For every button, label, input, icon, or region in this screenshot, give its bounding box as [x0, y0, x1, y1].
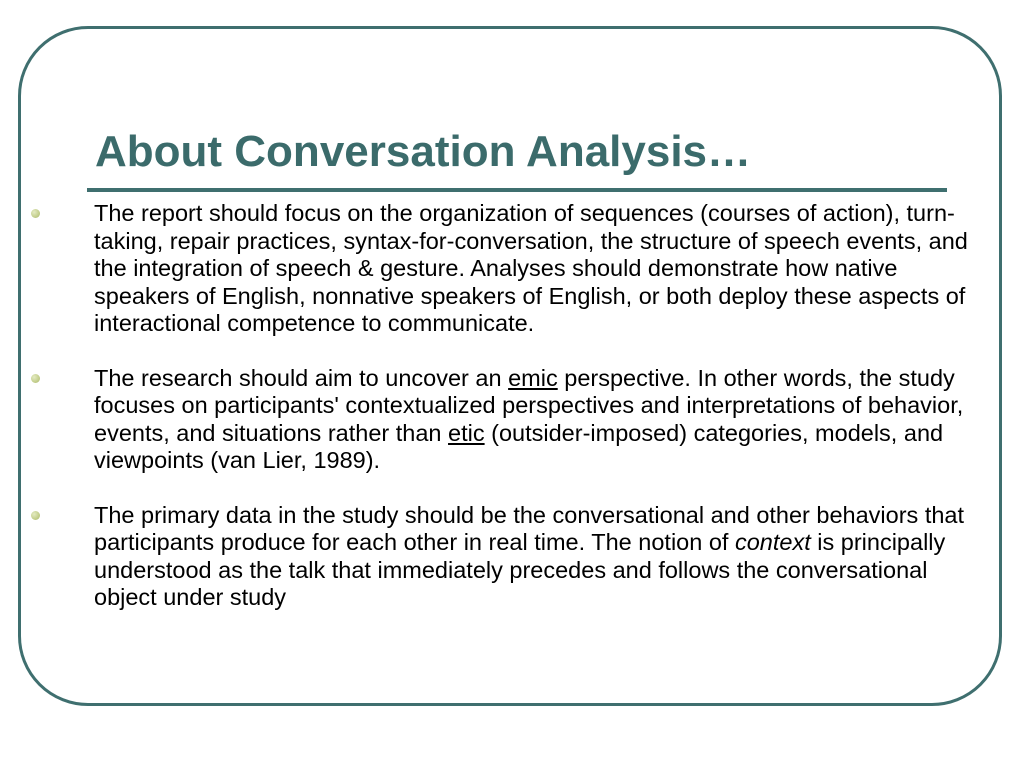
context-term: context — [734, 529, 811, 555]
etic-term: etic — [448, 419, 485, 446]
bullet-text-part: (outsider-imposed) categories, models, and viewpoints (van Lier, 1989). — [94, 419, 944, 473]
bullet-item-data — [26, 502, 976, 612]
bullet-list — [26, 200, 976, 639]
title-underline-rule — [87, 188, 947, 192]
bullet-dot-icon — [31, 511, 40, 520]
emic-term: emic — [508, 364, 558, 391]
bullet-item-emic — [26, 365, 976, 475]
bullet-dot-icon — [31, 209, 40, 218]
bullet-text: The report should focus on the organization of sequences (courses of action), turn-taking, repair practices, syntax-for-conversation, the structure of speech events, and the integration of speech & gesture. Analyses should demonstrate how native speakers of English, nonnative speakers of English, or both deploy these aspects of interactional competence to communicate. — [94, 200, 968, 336]
bullet-text-part: is principally understood as the talk that immediately precedes and follows the conversational object under study — [94, 529, 946, 610]
bullet-dot-icon — [31, 374, 40, 383]
slide-title: About Conversation Analysis… — [95, 127, 752, 176]
bullet-text-part: perspective. In other words, the study focuses on participants' contextualized perspectives and interpretations of behavior, events, and situations rather than — [94, 364, 964, 446]
bullet-text-part: The research should aim to uncover an — [94, 364, 509, 391]
bullet-item-focus — [26, 200, 976, 338]
bullet-text-part: The primary data in the study should be the conversational and other behaviors that participants produce for each other in real time. The notion of — [94, 501, 965, 555]
